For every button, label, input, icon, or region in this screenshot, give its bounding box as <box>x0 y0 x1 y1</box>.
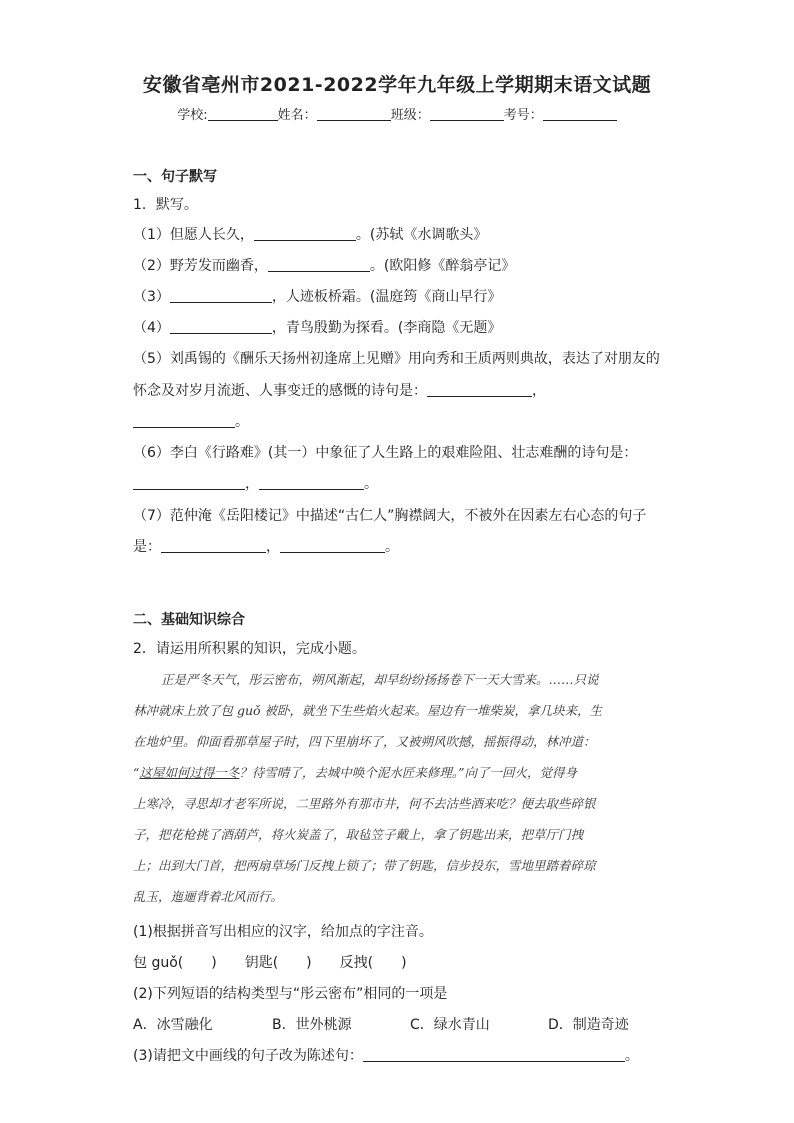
sub-question-3 <box>133 1045 639 1065</box>
blank-4[interactable] <box>170 320 272 334</box>
number-label: 考号： <box>503 108 543 123</box>
fill-line-4-suffix: ，青鸟殷勤为探看。(李商隐《无题》 <box>271 320 502 336</box>
option-d[interactable]: D．制造奇迹 <box>548 1017 629 1033</box>
class-field[interactable] <box>430 107 504 121</box>
student-info-line <box>0 104 794 123</box>
sub-question-1: (1)根据拼音写出相应的汉字，给加点的字注音。 <box>133 924 433 940</box>
question-2: 2．请运用所积累的知识，完成小题。 <box>133 641 366 657</box>
passage-line: 乱玉，迤逦背着北风而行。 <box>133 889 284 904</box>
fill-line-5b <box>133 380 546 400</box>
fill-line-1-prefix: （1）但愿人长久， <box>133 227 254 243</box>
passage-line-underlined <box>133 757 661 788</box>
reading-passage <box>133 664 661 912</box>
section-heading-2: 二、基础知识综合 <box>133 612 245 628</box>
fill-line-2-prefix: （2）野芳发而幽香， <box>133 258 268 274</box>
fill-line-4-prefix: （4） <box>133 320 170 336</box>
fill-line-7-comma: ， <box>266 539 280 555</box>
sub-question-3-period: 。 <box>624 1048 639 1064</box>
name-field[interactable] <box>317 107 391 121</box>
blank-2[interactable] <box>268 258 370 272</box>
sub-question-2: (2)下列短语的结构类型与“彤云密布”相同的一项是 <box>133 986 448 1002</box>
fill-line-2-suffix: 。(欧阳修《醉翁亭记》 <box>369 258 516 274</box>
fill-line-7-period: 。 <box>385 539 399 555</box>
passage-line: 在地炉里。仰面看那草屋子时，四下里崩坏了，又被朔风吹撼，摇振得动，林冲道： <box>133 734 596 749</box>
fill-line-4 <box>133 317 501 337</box>
passage-quote-open: “ <box>133 765 140 780</box>
passage-line-rest: ？待雪晴了，去城中唤个泥水匠来修理。”向了一回火，觉得身 <box>239 765 578 780</box>
question-1: 1．默写。 <box>133 197 198 213</box>
name-label: 姓名： <box>277 108 317 123</box>
fill-line-7a: （7）范仲淹《岳阳楼记》中描述“古仁人”胸襟阔大，不被外在因素左右心态的句子 <box>133 508 647 524</box>
fill-line-5a: （5）刘禹锡的《酬乐天扬州初逢席上见赠》用向秀和王质两则典故，表达了对朋友的 <box>133 351 660 367</box>
fill-line-6a: （6）李白《行路难》(其一）中象征了人生路上的艰难险阻、壮志难酬的诗句是： <box>133 445 638 461</box>
option-b[interactable]: B．世外桃源 <box>272 1017 352 1033</box>
fill-line-6b <box>133 473 378 493</box>
fill-line-5-text: 怀念及对岁月流逝、人事变迁的感慨的诗句是： <box>133 383 427 399</box>
option-a[interactable]: A．冰雪融化 <box>133 1017 213 1033</box>
section-heading-1: 一、句子默写 <box>133 169 217 185</box>
fill-line-1 <box>133 224 487 244</box>
passage-line: 正是严冬天气，彤云密布，朔风渐起，却早纷纷扬扬卷下一天大雪来。……只说 <box>161 672 599 687</box>
blank-3[interactable] <box>170 289 272 303</box>
exam-title: 安徽省亳州市2021-2022学年九年级上学期期末语文试题 <box>142 74 652 96</box>
fill-line-3-suffix: ，人迹板桥霜。(温庭筠《商山早行》 <box>271 289 502 305</box>
passage-line: 林冲就床上放了包 guǒ 被卧，就坐下生些焰火起来。屋边有一堆柴炭，拿几块来，生 <box>133 703 603 718</box>
sub-question-3-text: (3)请把文中画线的句子改为陈述句： <box>133 1048 363 1064</box>
blank-5a[interactable] <box>427 383 532 397</box>
number-field[interactable] <box>543 107 617 121</box>
fill-line-5-period: 。 <box>235 414 249 430</box>
class-label: 班级： <box>390 108 430 123</box>
sub-question-1-items: 包 guǒ( ) 钥匙( ) 反拽( ) <box>133 955 407 971</box>
blank-6b[interactable] <box>259 476 364 490</box>
fill-line-1-suffix: 。(苏轼《水调歌头》 <box>355 227 488 243</box>
fill-line-6-period: 。 <box>364 476 378 492</box>
blank-7a[interactable] <box>161 539 266 553</box>
fill-line-5c <box>133 411 249 431</box>
passage-line: 上寒冷，寻思却才老军所说，二里路外有那市井，何不去沽些酒来吃？便去取些碎银 <box>133 796 596 811</box>
school-field[interactable] <box>208 107 278 121</box>
school-label: 学校: <box>177 108 208 123</box>
passage-line: 上；出到大门首，把两扇草场门反拽上锁了；带了钥匙，信步投东，雪地里踏着碎琼 <box>133 858 596 873</box>
blank-rewrite[interactable] <box>363 1048 625 1062</box>
blank-6a[interactable] <box>133 476 245 490</box>
blank-1[interactable] <box>254 227 356 241</box>
blank-5b[interactable] <box>133 414 235 428</box>
passage-line: 子，把花枪挑了酒葫芦，将火炭盖了，取毡笠子戴上，拿了钥匙出来，把草厅门拽 <box>133 827 584 842</box>
underlined-sentence: 这屋如何过得一冬 <box>139 765 240 780</box>
fill-line-7-prefix: 是： <box>133 539 161 555</box>
fill-line-2 <box>133 255 515 275</box>
fill-line-6-comma: ， <box>245 476 259 492</box>
blank-7b[interactable] <box>280 539 385 553</box>
option-c[interactable]: C．绿水青山 <box>410 1017 490 1033</box>
fill-line-7b <box>133 536 399 556</box>
fill-line-3 <box>133 286 501 306</box>
fill-line-5-comma: ， <box>532 383 546 399</box>
fill-line-3-prefix: （3） <box>133 289 170 305</box>
